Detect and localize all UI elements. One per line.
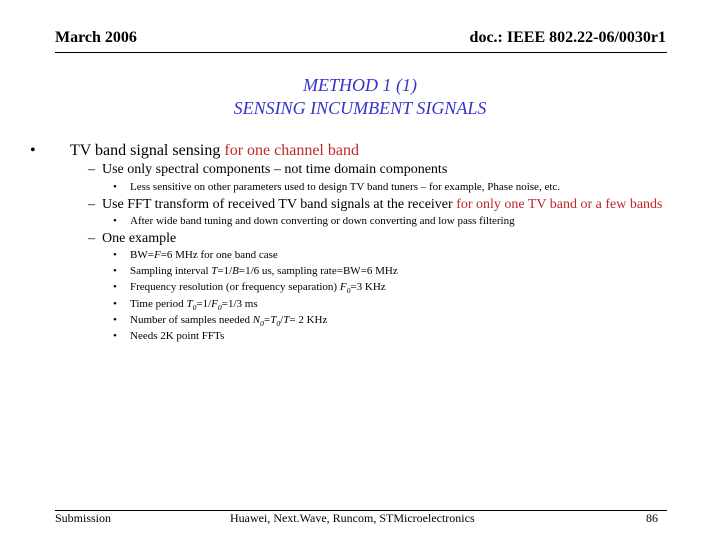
example-item xyxy=(130,298,258,312)
example-item-part: F xyxy=(211,297,218,310)
example-item-part: B xyxy=(232,265,239,278)
example-item-part: Needs 2K point FFTs xyxy=(130,330,225,342)
detail-text: Less sensitive on other parameters used to design TV band tuners – for example, Phase noise, etc. xyxy=(130,181,561,193)
sub-bullet-text-main: Use FFT transform of received TV band signals at the receiver xyxy=(102,197,457,212)
example-item-part: =3 KHz xyxy=(350,281,386,294)
header-date: March 2006 xyxy=(55,29,137,46)
example-item xyxy=(130,281,386,295)
example-item-part: N xyxy=(252,313,261,326)
bullet-text xyxy=(70,142,359,160)
example-item-part: =1/3 ms xyxy=(221,297,258,310)
dash-marker: – xyxy=(88,231,95,246)
example-item-part: F xyxy=(339,281,347,294)
footer-authors: Huawei, Next.Wave, Runcom, STMicroelectronics xyxy=(230,511,475,525)
example-item-part: T xyxy=(283,313,290,326)
header-rule xyxy=(55,52,667,53)
example-item-part: 0 xyxy=(260,318,264,328)
example-item-part: =1/ xyxy=(196,297,212,310)
page-number: 86 xyxy=(646,511,658,525)
bullet-text-highlight: for one channel band xyxy=(224,142,359,159)
bullet-text-main: TV band signal sensing xyxy=(70,142,225,159)
title-line2: SENSING INCUMBENT SIGNALS xyxy=(233,98,487,118)
example-item-part: =6 MHz for one band case xyxy=(160,249,278,261)
bullet-marker: • xyxy=(113,330,117,342)
example-item-part: =1/6 us, sampling rate=BW=6 MHz xyxy=(238,265,398,278)
example-item-part: T xyxy=(270,313,277,326)
bullet-marker: • xyxy=(113,297,117,310)
footer-submission: Submission xyxy=(55,511,112,525)
example-item xyxy=(130,265,398,277)
example-item-part: = xyxy=(263,313,271,326)
example-item-part: F xyxy=(153,249,161,261)
example-item-part: 0 xyxy=(346,286,351,296)
example-item-part: 0 xyxy=(217,302,222,312)
example-item-part: T xyxy=(211,265,218,278)
header-doc-id: doc.: IEEE 802.22-06/0030r1 xyxy=(469,29,666,46)
dash-marker: – xyxy=(88,162,95,177)
sub-bullet-highlight: for only one TV band or a few bands xyxy=(456,197,663,212)
example-item-part: Sampling interval xyxy=(130,265,212,278)
bullet-marker: • xyxy=(113,313,117,326)
detail-text: After wide band tuning and down converting or down converting and low pass filtering xyxy=(130,215,515,227)
dash-marker: – xyxy=(88,197,95,212)
bullet-marker: • xyxy=(113,265,117,278)
example-item xyxy=(130,330,224,342)
example-item-part: = 2 KHz xyxy=(289,313,328,326)
example-item-part: Time period xyxy=(130,297,187,310)
sub-bullet-text: One example xyxy=(102,231,177,246)
bullet-marker: • xyxy=(113,249,117,261)
bullet-marker: • xyxy=(113,181,117,193)
example-item-part: / xyxy=(280,313,284,326)
example-item-part: BW= xyxy=(130,249,154,261)
example-item-part: 0 xyxy=(276,318,281,328)
example-item-part: Frequency resolution (or frequency separation) xyxy=(130,281,340,294)
sub-bullet-text xyxy=(102,197,663,213)
sub-bullet-text: Use only spectral components – not time domain components xyxy=(102,162,448,177)
example-item xyxy=(130,249,278,261)
example-item xyxy=(130,314,327,328)
bullet-marker: • xyxy=(113,281,117,294)
example-item-part: 0 xyxy=(192,302,197,312)
bullet-marker: • xyxy=(113,215,117,227)
example-item-part: =1/ xyxy=(217,265,233,278)
title-line1: METHOD 1 (1) xyxy=(303,75,417,95)
example-item-part: T xyxy=(186,297,193,310)
bullet-marker: • xyxy=(30,142,36,159)
example-item-part: Number of samples needed xyxy=(130,313,253,326)
